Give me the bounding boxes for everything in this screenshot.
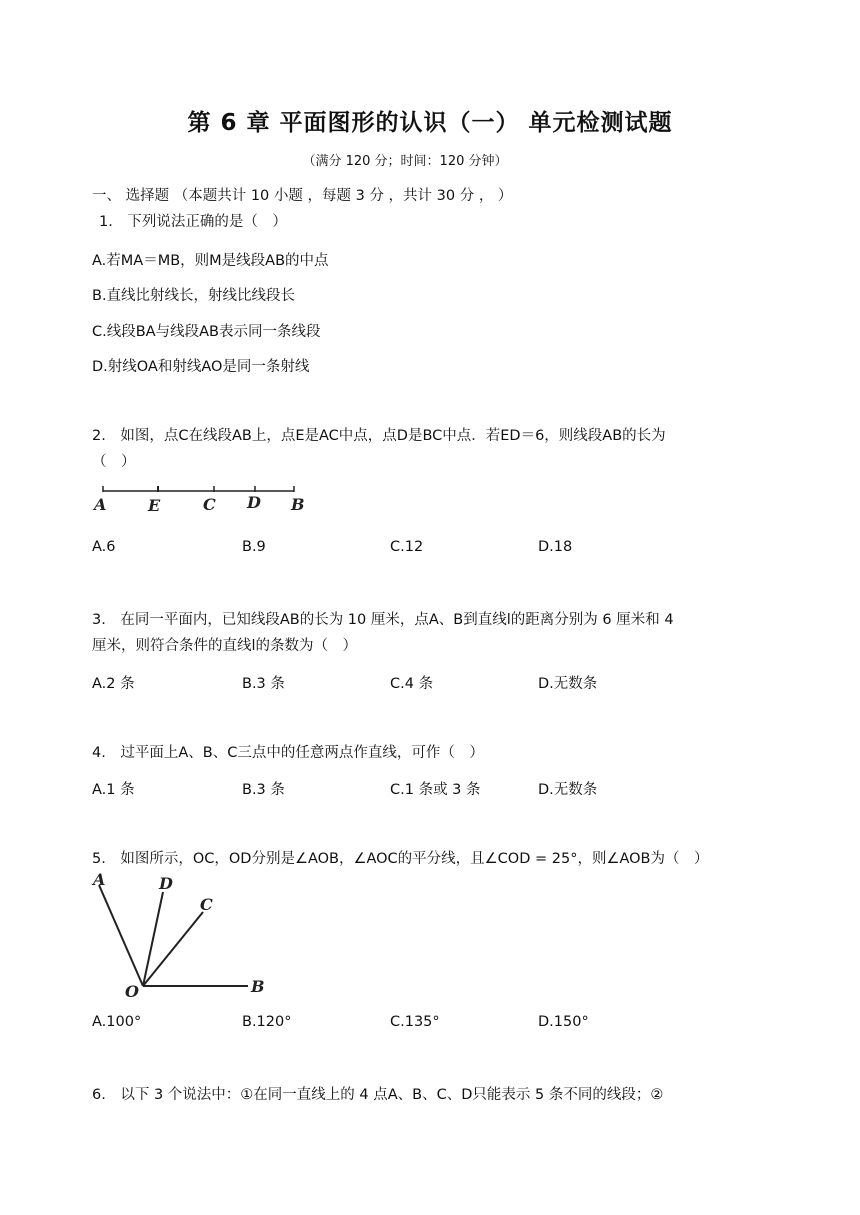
angle-vertex-label: B <box>251 977 265 996</box>
question-1-option-b: B.直线比射线长，射线比线段长 <box>92 288 296 304</box>
question-3-stem-cont: 厘米，则符合条件的直线l的条数为（ ） <box>92 638 358 654</box>
question-5-option-c: C.135° <box>390 1014 440 1030</box>
angle-vertex-label: D <box>159 874 173 893</box>
page-title: 第 6 章 平面图形的认识（一） 单元检测试题 <box>187 110 673 136</box>
question-3-stem: 3. 在同一平面内，已知线段AB的长为 10 厘米，点A、B到直线l的距离分别为 6 厘米和 4 <box>92 612 674 628</box>
question-5-option-b: B.120° <box>242 1014 292 1030</box>
angle-figure <box>88 868 278 1004</box>
question-2-stem: 2. 如图，点C在线段AB上，点E是AC中点，点D是BC中点．若ED＝6，则线段AB的长为 <box>92 428 666 444</box>
question-2-option-a: A.6 <box>92 539 116 555</box>
question-2-option-d: D.18 <box>538 539 573 555</box>
question-4-option-d: D.无数条 <box>538 782 598 798</box>
question-3-option-c: C.4 条 <box>390 676 434 692</box>
question-1-option-a: A.若MA＝MB，则M是线段AB的中点 <box>92 253 329 269</box>
exam-info: （满分 120 分；时间：120 分钟） <box>302 154 508 169</box>
segment-figure <box>90 478 320 520</box>
question-3-option-d: D.无数条 <box>538 676 598 692</box>
point-label: B <box>291 495 305 514</box>
question-4-stem: 4. 过平面上A、B、C三点中的任意两点作直线，可作（ ） <box>92 745 484 761</box>
question-5-option-a: A.100° <box>92 1014 142 1030</box>
angle-vertex-label: C <box>200 895 213 914</box>
section-heading: 一、 选择题 （本题共计 10 小题 ，每题 3 分 ，共计 30 分 ， ） <box>92 188 513 204</box>
question-1-option-d: D.射线OA和射线AO是同一条射线 <box>92 359 310 375</box>
question-6-stem: 6. 以下 3 个说法中：①在同一直线上的 4 点A、B、C、D只能表示 5 条不同的线段；② <box>92 1087 664 1103</box>
angle-vertex-label: O <box>125 982 139 1001</box>
question-4-option-b: B.3 条 <box>242 782 285 798</box>
question-5-option-d: D.150° <box>538 1014 589 1030</box>
question-1-option-c: C.线段BA与线段AB表示同一条线段 <box>92 324 321 340</box>
point-label: C <box>203 495 216 514</box>
question-2-stem-cont: （ ） <box>92 454 136 470</box>
question-5-stem: 5. 如图所示，OC，OD分别是∠AOB，∠AOC的平分线，且∠COD = 25°，则∠AOB为（ ） <box>92 851 709 867</box>
question-4-option-a: A.1 条 <box>92 782 135 798</box>
question-2-option-c: C.12 <box>390 539 424 555</box>
question-3-option-a: A.2 条 <box>92 676 135 692</box>
point-label: E <box>148 496 161 515</box>
point-label: D <box>247 493 261 512</box>
question-2-option-b: B.9 <box>242 539 266 555</box>
point-label: A <box>94 495 107 514</box>
question-1-stem: 1. 下列说法正确的是（ ） <box>99 214 287 230</box>
question-4-option-c: C.1 条或 3 条 <box>390 782 481 798</box>
question-3-option-b: B.3 条 <box>242 676 285 692</box>
angle-vertex-label: A <box>93 870 106 889</box>
